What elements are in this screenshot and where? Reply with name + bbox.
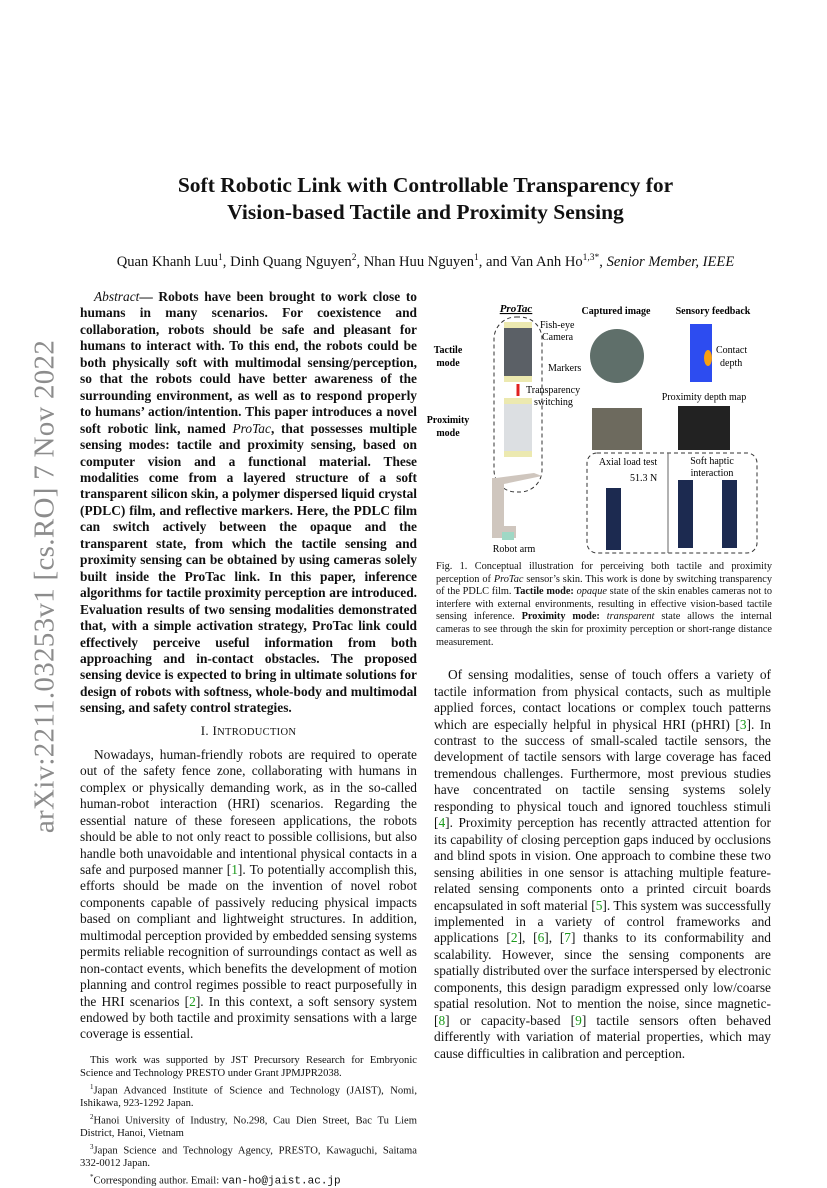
captured-proximity-image [592,408,642,450]
author: , Nhan Huu Nguyen [356,253,474,270]
cap [504,322,532,328]
author-role: Senior Member, IEEE [606,253,735,270]
text-segment: ]. To potentially accomplish this, efforts should be made on the invention of novel robot components capable of passively reducing physical impacts based on compliant and lightweight structures. In addition, multimodal perception provided by embedded sensing systems permits reliable recognition of surroundings contact as well as non-contact events, which benefits the development of motion planning and control regimes possible to react purposefully in the HRI scenarios [ [80,861,417,1009]
email-link[interactable]: van-ho@jaist.ac.jp [221,1175,341,1188]
cap [504,398,532,404]
affil-sup: 1,3* [582,253,600,263]
right-column [426,298,773,1062]
cap [504,451,532,457]
text: Corresponding author. Email: [93,1175,222,1187]
haptic-link-2 [722,480,737,548]
paragraph-text [80,747,417,1043]
section-number: I. [200,722,213,738]
citation-link[interactable]: 1 [231,861,238,877]
arxiv-stamp: arXiv:2211.03253v1 [cs.RO] 7 Nov 2022 [28,339,61,834]
haptic-link-1 [678,480,693,548]
fig-label-contact: Contact [716,345,748,356]
protac-transparent-body [504,400,532,454]
author: , Dinh Quang Nguyen [222,253,352,270]
title-line-2: Vision-based Tactile and Proximity Sensing [227,200,624,224]
fig-label-fisheye: Fish-eye [540,320,575,331]
footnote-affil-1 [80,1081,417,1111]
intro-paragraph-1 [80,747,417,1043]
citation-link[interactable]: 3 [739,716,747,732]
fig-label-fisheye: Camera [542,332,574,343]
section-title-initial: I [212,722,218,738]
footnote-affil-2 [80,1111,417,1141]
robot-arm-drawing [492,473,542,538]
citation-link[interactable]: 5 [595,897,603,913]
caption-opaque: opaque [576,586,607,598]
left-column [80,289,417,1188]
paper-title [80,172,771,226]
text-segment: ]. In this context, a soft sensory system endowed by both tactile and proximity sensations with a large coverage is essential. [80,993,418,1042]
author: Quan Khanh Luu [116,253,219,270]
text-segment: ] thanks to its conformability and scalability. However, since the sensing components are spatially distributed over the surface interspersed by electronic components, this design paradigm expressed only low/coarse spatial resolution. Not to mention the noise, since magnetic- [ [434,930,772,1028]
axial-test-link [606,488,621,550]
text-segment: ]. In contrast to the success of small-scaled tactile sensors, the development of tactile sensors with large coverage has faced tremendous challenges. Furthermore, most previous studies have concentrated on tactile sensing systems solely responding to physical touch and ignored touchless stimuli [ [434,716,771,831]
caption-text: Conceptual illustration for perceiving both tactile and proximity perception of [436,561,772,585]
abstract-text: , that possesses multiple sensing modes: tactile and proximity sensing, based on computer vision and a functional material. These modalities come from a layered structure of a soft transparent silicon skin, a polymer dispersed liquid crystal (PDLC) film, and reflective markers. Here, the PDLC film can switch actively between the opaque and the transparent state, from which the tactile sensing and proximity sensing can be obtained by using cameras solely built inside the ProTac link. In this paper, inference algorithms for tactile proximity perception are introduced. Evaluation results of two sensing modalities demonstrated that, with a simple activation strategy, ProTac link could effectively perceive useful information from both approaching and in-contact obstacles. The proposed sensing device is expected to bring in ultimate solutions for design of robots with softness, whole-body and multimodal sensing, and safety control strategies. [80,420,418,716]
text-segment: ]. Proximity perception has recently attracted attention for its capability of closing perception gaps induced by occlusions and blind spots in vision. One approach to combine these two sensing abilities in one sensor is attaching multiple feature-related sensing components onto a printed circuit boards encapsulated in soft material [ [434,815,771,913]
caption-label: Fig. 1. [436,561,468,572]
contact-spot [704,350,712,366]
affil-sup: 2 [351,253,357,263]
fig-label-protac: ProTac [499,303,533,315]
captured-tactile-image [590,329,644,383]
caption-proximity-label: Proximity mode: [521,611,600,623]
abstract [80,289,417,717]
protac-opaque-body [504,324,532,379]
section-heading [80,723,417,741]
title-line-1: Soft Robotic Link with Controllable Transparency for [177,173,674,197]
sup: 1 [90,1082,94,1091]
affil-sup: 1 [218,253,223,263]
text-segment: ], [ [544,930,565,946]
citation-link[interactable]: 7 [564,930,571,946]
author-list [80,249,771,271]
citation-link[interactable]: 4 [438,815,446,831]
fig-label-proximity-depth: Proximity depth map [661,392,747,403]
author: , and Van Anh Ho [478,253,583,270]
fig-label-transparency: switching [534,397,573,408]
citation-link[interactable]: 6 [537,930,545,946]
footnotes [80,1055,417,1188]
footnote-affil-3 [80,1141,417,1171]
fig-label-soft: Soft haptic [690,456,734,467]
footnote-funding: This work was supported by JST Precursory Research for Embryonic Science and Technology PRESTO under Grant JPMJPR2038. [80,1054,417,1079]
text-segment: Of sensing modalities, sense of touch offers a variety of tactile information from physical contacts, such as multiple applied forces, contact locations or complex touch patterns which are especially helpful in physical HRI (pHRI) [ [434,667,771,732]
intro-paragraph-2 [434,667,771,1062]
citation-link[interactable]: 9 [575,1012,582,1028]
sup: * [90,1172,94,1181]
section-title-rest: NTRODUCTION [217,726,297,738]
sup: 3 [90,1142,94,1151]
figure-1 [426,298,772,556]
footnote-corresponding [80,1171,417,1188]
fig-label-proximity: Proximity [426,415,470,426]
fig-label-proximity: mode [436,428,460,439]
text-segment: Nowadays, human-friendly robots are required to operate out of the safety fence zone, collaborating with humans in complex or physically demanding work, as in the so-called human-robot interaction (HRI) scenarios. Regarding the essential nature of these foreseen applications, the robots should be able to not only react to possible collisions, but also handle both unavoidable and intentional physical contacts in a safe and purposed manner [ [80,746,417,877]
citation-link[interactable]: 2 [189,993,196,1009]
fig-label-soft: interaction [690,468,734,479]
text: Japan Science and Technology Agency, PRESTO, Kawaguchi, Saitama 332-0012 Japan. [80,1145,417,1170]
cap [504,376,532,382]
text-segment: ] or capacity-based [ [445,1012,576,1028]
caption-transparent: transparent [606,611,655,623]
text-segment: ], [ [517,930,538,946]
fig-label-captured: Captured image [581,306,651,317]
figure-caption [436,561,772,649]
fig-label-robot-arm: Robot arm [492,544,536,555]
fig-label-tactile: mode [436,358,460,369]
fig-label-sensory: Sensory feedback [675,306,751,317]
fig-label-contact: depth [720,358,743,369]
sup: 2 [90,1112,94,1121]
text: Hanoi University of Industry, No.298, Cau Dien Street, Bac Tu Liem District, Hanoi, Vietnam [80,1115,417,1139]
text: Japan Advanced Institute of Science and Technology (JAIST), Nomi, Ishikawa, 923-1292 Japan. [80,1085,417,1109]
arm-base [502,532,514,540]
abstract-text: — Robots have been brought to work close to humans in many scenarios. For coexistence and collaboration, robots should be safe and pleasant for humans to interact with. To this end, the robots could be both physically soft with multimodal sensing/perception, so that the robots could have better awareness of the surrounding environment, as well as to respond properly to humans’ action/intention. This paper introduces a novel soft robotic link, named [80,289,417,436]
abstract-label: Abstract [94,289,140,304]
fig-label-load: 51.3 N [630,473,658,484]
separator: , [599,253,607,270]
citation-link[interactable]: 2 [510,930,518,946]
fig-label-markers: Markers [548,363,582,374]
caption-protac: ProTac [493,573,524,585]
paragraph-text [434,667,771,1062]
fig-label-transparency: Transparency [526,385,581,396]
caption-text: state of the skin enables cameras not to interfere with external environments, resulting in effective vision-based tactile sensing inference. [436,586,772,623]
protac-name: ProTac [232,420,271,436]
caption-text: sensor’s skin. This work is done by switching transparency of the PDLC film. [436,573,773,598]
fig-label-axial: Axial load test [598,457,658,468]
affil-sup: 1 [474,253,479,263]
proximity-depth-image [678,406,730,450]
text-segment: ] tactile sensors often behaved differently with variation of material properties, which may cause difficulties in calibration and perception. [434,1012,771,1061]
caption-tactile-label: Tactile mode: [514,586,574,598]
text-segment: ]. This system was successfully implemented in a variety of control frameworks and applications [ [434,897,771,946]
fig-label-tactile: Tactile [433,345,463,356]
citation-link[interactable]: 8 [438,1012,446,1028]
caption-text: state allows the internal cameras to see through the skin for proximity perception or short-range distance measurement. [436,611,772,648]
